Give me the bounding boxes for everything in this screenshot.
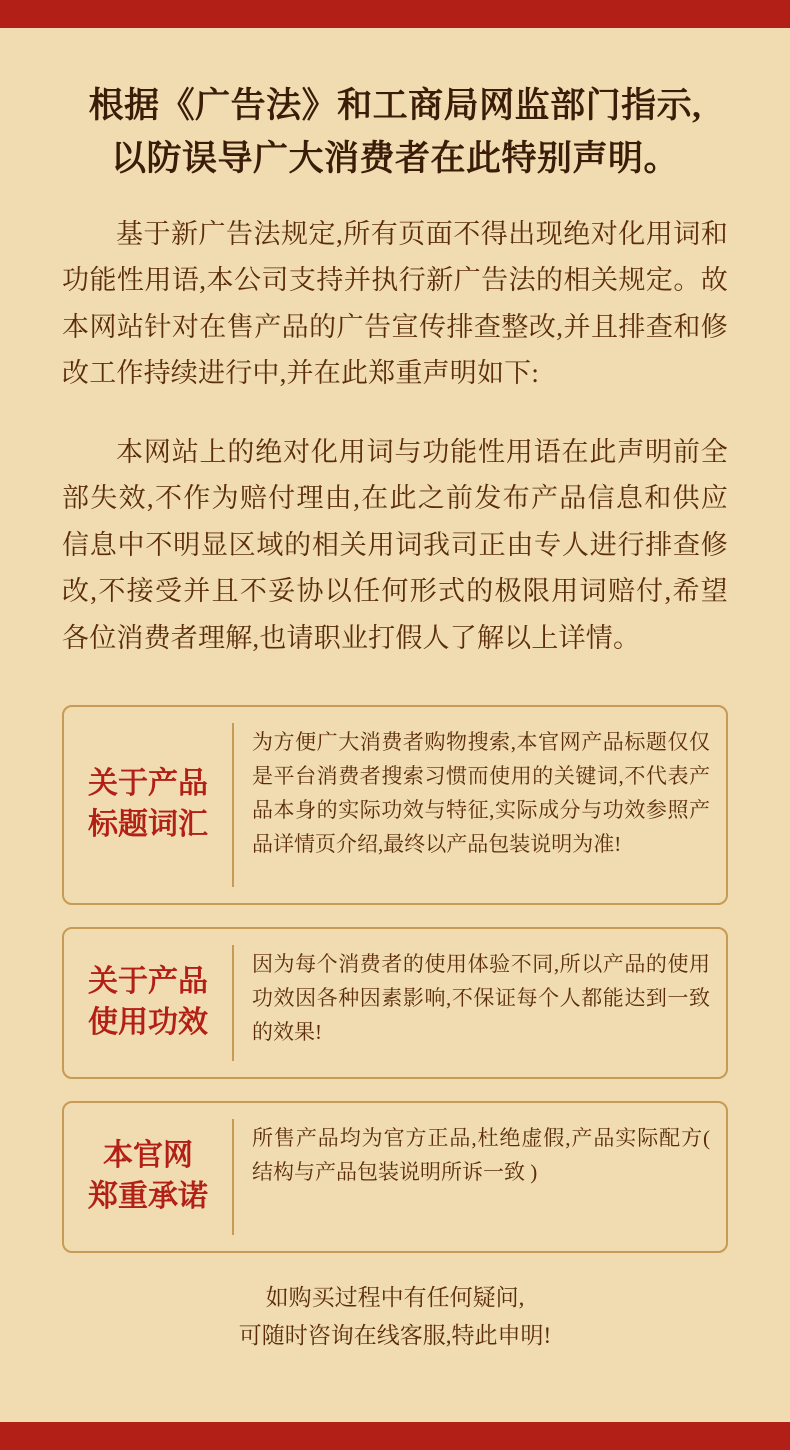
notice-card-title-line-2: 郑重承诺	[88, 1179, 208, 1213]
footer-note-line-2: 可随时咨询在线客服,特此申明!	[238, 1322, 552, 1348]
notice-card-title	[64, 707, 232, 903]
notice-card-title	[64, 1103, 232, 1251]
notice-card-title-line-1: 关于产品	[88, 965, 208, 999]
footer-note-line-1: 如购买过程中有任何疑问,	[265, 1284, 525, 1310]
notice-card-title-line-1: 本官网	[103, 1139, 193, 1173]
notice-card-product-efficacy	[62, 927, 728, 1079]
notice-card-title-line-1: 关于产品	[88, 767, 208, 801]
notice-card-title-line-2: 标题词汇	[88, 807, 208, 841]
top-red-bar	[0, 0, 790, 28]
notice-card-product-title	[62, 705, 728, 905]
notice-card-title-line-2: 使用功效	[88, 1005, 208, 1039]
notice-card-title	[64, 929, 232, 1077]
notice-card-body: 所售产品均为官方正品,杜绝虚假,产品实际配方( 结构与产品包装说明所诉一致 )	[252, 1125, 710, 1184]
notice-card-list	[62, 705, 728, 1253]
bottom-red-bar	[0, 1422, 790, 1450]
statement-paragraph-1: 基于新广告法规定,所有页面不得出现绝对化用词和功能性用语,本公司支持并执行新广告法的相关规定。故本网站针对在售产品的广告宣传排查整改,并且排查和修改工作持续进行中,并在此郑重声明如下:	[62, 219, 728, 389]
notice-card-official-promise	[62, 1101, 728, 1253]
page-title-line-1: 根据《广告法》和工商局网监部门指示,	[88, 86, 702, 125]
content-panel	[0, 28, 790, 1422]
footer-note	[62, 1279, 728, 1355]
notice-card-body: 为方便广大消费者购物搜索,本官网产品标题仅仅是平台消费者搜索习惯而使用的关键词,不代表产品本身的实际功效与特征,实际成分与功效参照产品详情页介绍,最终以产品包装说明为准!	[252, 729, 710, 856]
statement-paragraph-2: 本网站上的绝对化用词与功能性用语在此声明前全部失效,不作为赔付理由,在此之前发布产品信息和供应信息中不明显区域的相关用词我司正由专人进行排查修改,不接受并且不妥协以任何形式的极限用词赔付,希望各位消费者理解,也请职业打假人了解以上详情。	[62, 436, 728, 653]
notice-card-body: 因为每个消费者的使用体验不同,所以产品的使用功效因各种因素影响,不保证每个人都能达到一致的效果!	[252, 951, 710, 1044]
page-title-line-2: 以防误导广大消费者在此特别声明。	[110, 138, 679, 178]
page-title	[62, 28, 728, 185]
